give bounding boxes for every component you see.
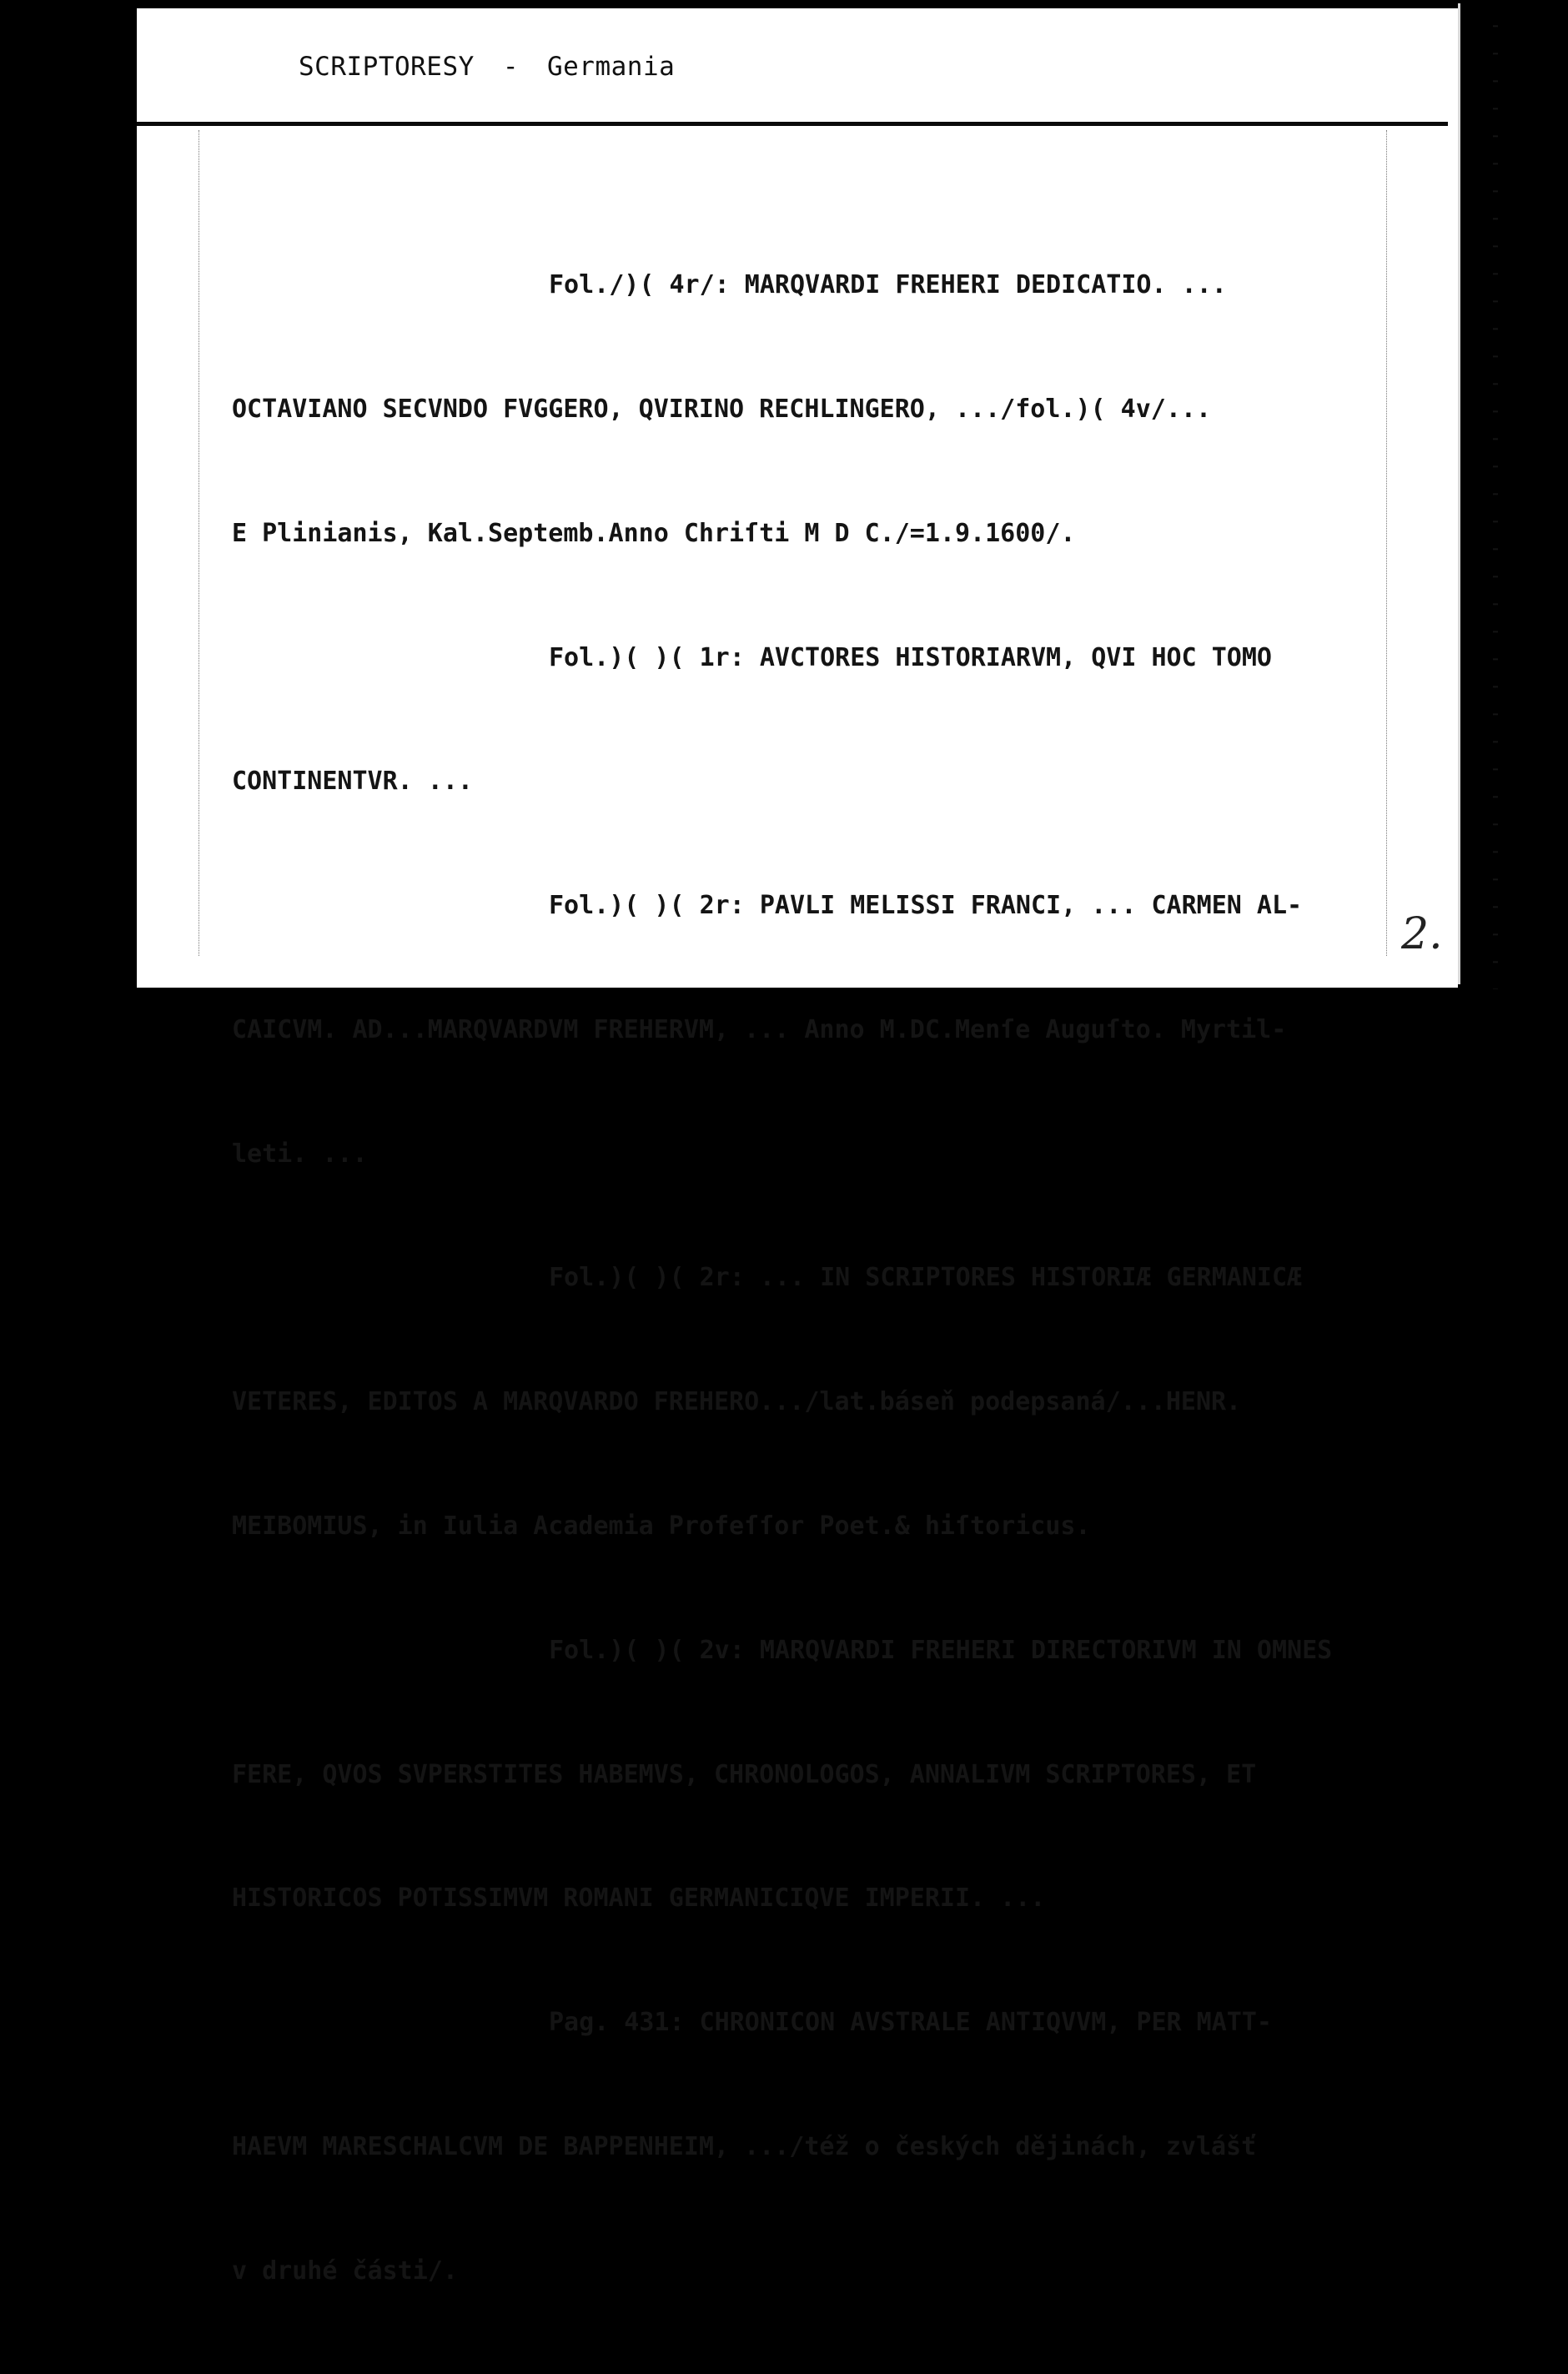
text-line: CAICVM. AD...MARQVARDVM FREHERVM, ... Anno M.DC.Menſe Auguſto. Myrtil- xyxy=(232,1014,1287,1044)
header-rule xyxy=(137,122,1448,126)
text-line: OCTAVIANO SECVNDO FVGGERO, QVIRINO RECHLINGERO, .../fol.)( 4v/... xyxy=(232,394,1211,424)
text-line: leti. ... xyxy=(232,1139,368,1169)
text-line: FERE, QVOS SVPERSTITES HABEMVS, CHRONOLOGOS, ANNALIVM SCRIPTORES, ET xyxy=(232,1759,1257,1789)
text-line: MEIBOMIUS, in Iulia Academia Profeſſor Poet.& hiſtoricus. xyxy=(232,1511,1091,1541)
handwritten-folio-number: 2. xyxy=(1401,909,1443,959)
card-edge xyxy=(1458,3,1460,984)
text-line: Pag. 431: CHRONICON AVSTRALE ANTIQVVM, PER MATT- xyxy=(549,2008,1272,2038)
scanner-edge-marks xyxy=(1493,0,1498,989)
text-line: Fol.)( )( 2v: MARQVARDI FREHERI DIRECTORIVM IN OMNES xyxy=(549,1635,1333,1665)
card-header xyxy=(299,52,675,82)
text-line: Fol.)( )( 1r: AVCTORES HISTORIARVM, QVI HOC TOMO xyxy=(549,642,1272,672)
region-label: Germania xyxy=(546,52,676,82)
text-line: Fol.)( )( 2r: ... IN SCRIPTORES HISTORIÆ GERMANICÆ xyxy=(549,1263,1303,1293)
header-separator: - xyxy=(502,52,519,82)
text-line: Fol.)( )( 2r: PAVLI MELISSI FRANCI, ... CARMEN AL- xyxy=(549,891,1303,921)
card-body xyxy=(232,182,1433,2374)
text-line: VETERES, EDITOS A MARQVARDO FREHERO.../lat.báseň podepsaná/...HENR. xyxy=(232,1387,1242,1417)
text-line: HAEVM MARESCHALCVM DE BAPPENHEIM, .../též o českých dějinách, zvlášť xyxy=(232,2131,1257,2161)
text-line: Fol./)( 4r/: MARQVARDI FREHERI DEDICATIO. ... xyxy=(549,270,1227,300)
text-line: HISTORICOS POTISSIMVM ROMANI GERMANICIQVE IMPERII. ... xyxy=(232,1884,1046,1914)
text-line: CONTINENTVR. ... xyxy=(232,767,473,797)
text-line: v druhé části/. xyxy=(232,2256,458,2286)
collection-label: SCRIPTORESY xyxy=(299,52,475,82)
text-line: E Plinianis, Kal.Septemb.Anno Chriſti M D C./=1.9.1600/. xyxy=(232,518,1076,548)
